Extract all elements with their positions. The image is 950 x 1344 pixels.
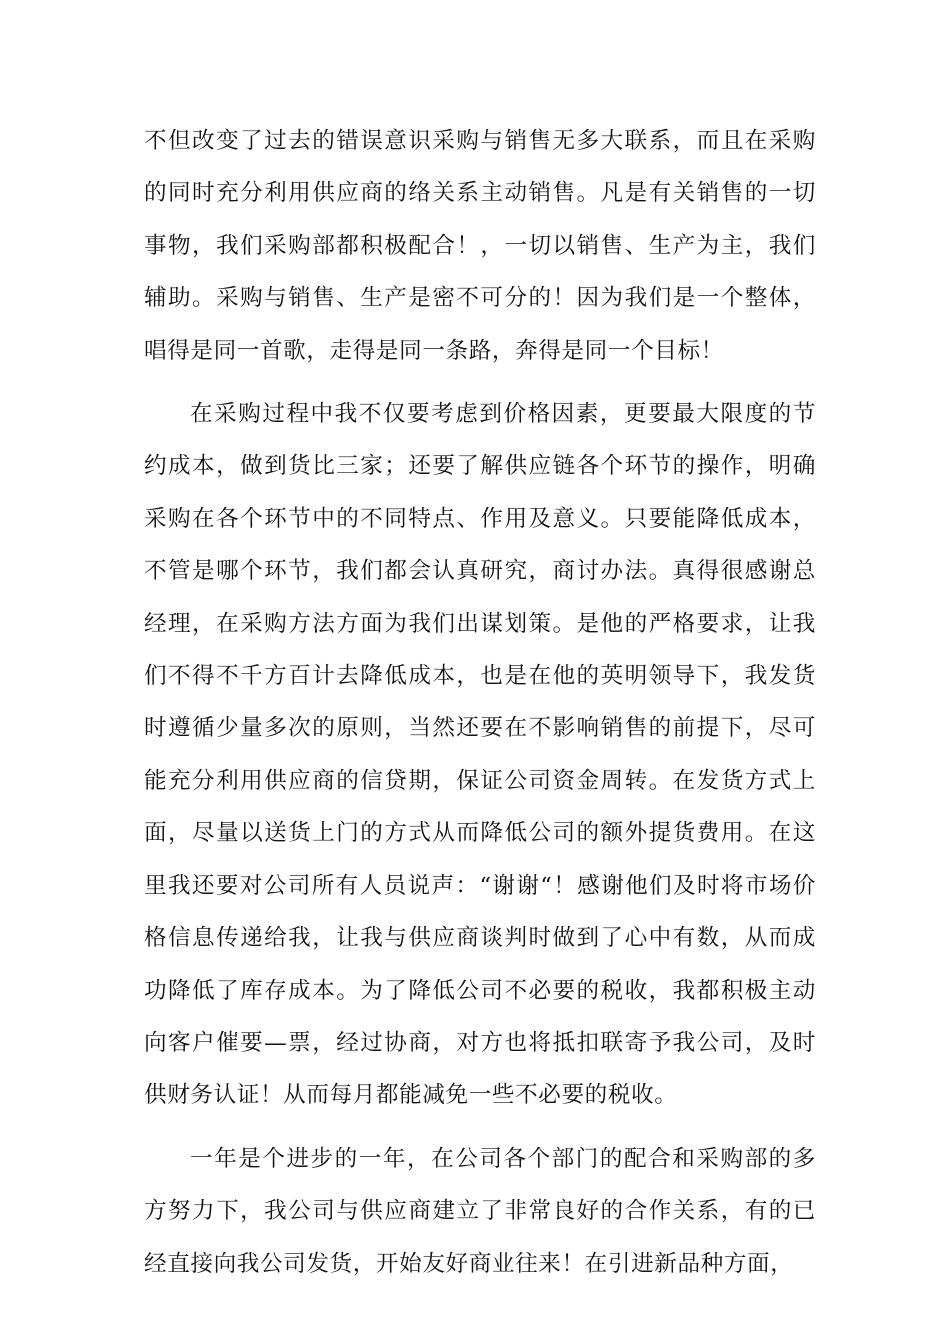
paragraph-1: 不但改变了过去的错误意识采购与销售无多大联系，而且在采购的同时充分利用供应商的络关系主动销售。凡是有关销售的一切事物，我们采购部都积极配合！，一切以销售、生产为主，我们辅助。采购与销售、生产是密不可分的！因为我们是一个整体，唱得是同一首歌，走得是同一条路，奔得是同一个目标！: [144, 128, 816, 364]
paragraph-2: 在采购过程中我不仅要考虑到价格因素，更要最大限度的节约成本，做到货比三家；还要了解供应链各个环节的操作，明确采购在各个环节中的不同特点、作用及意义。只要能降低成本，不管是哪个环节，我们都会认真研究，商讨办法。真得很感谢总经理，在采购方法方面为我们出谋划策。是他的严格要求，让我们不得不千方百计去降低成本，也是在他的英明领导下，我发货时遵循少量多次的原则，当然还要在不影响销售的前提下，尽可能充分利用供应商的信贷期，保证公司资金周转。在发货方式上面，尽量以送货上门的方式从而降低公司的额外提货费用。在这里我还要对公司所有人员说声：“谢谢“！感谢他们及时将市场价格信息传递给我，让我与供应商谈判时做到了心中有数，从而成功降低了库存成本。为了降低公司不必要的税收，我都积极主动向客户催要—票，经过协商，对方也将抵扣联寄予我公司，及时供财务认证！从而每月都能减免一些不必要的税收。: [144, 401, 816, 1109]
document-body: [144, 115, 816, 1290]
paragraph-3: 一年是个进步的一年，在公司各个部门的配合和采购部的多方努力下，我公司与供应商建立了非常良好的合作关系，有的已经直接向我公司发货，开始友好商业往来！在引进新品种方面，: [144, 1145, 816, 1277]
